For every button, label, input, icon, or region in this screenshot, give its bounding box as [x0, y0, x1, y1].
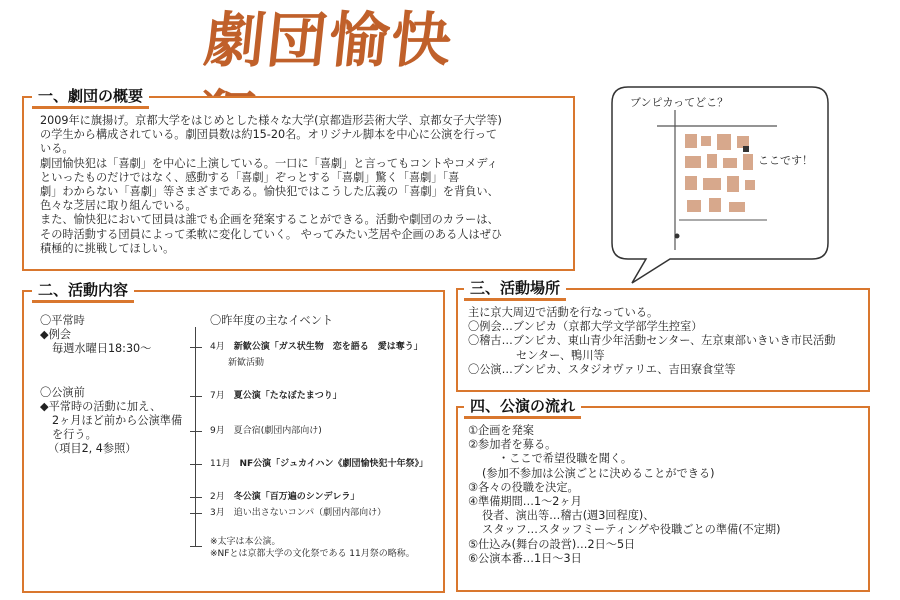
event-title: 新歓公演「ガス状生物 恋を語る 愛は奪う」	[233, 342, 423, 352]
events-title: 〇昨年度の主なイベント	[210, 314, 334, 327]
event-title: 追い出さないコンパ（劇団内部向け）	[233, 508, 387, 518]
flow-line: スタッフ…スタッフミーティングや役職ごとの準備(不定期)	[482, 523, 781, 537]
event-note: ※NFとは京都大学の文化祭である 11月祭の略称。	[210, 549, 415, 559]
overview-text	[40, 114, 562, 256]
event-title: 夏合宿(劇団内部向け)	[233, 426, 322, 436]
places-line: 〇稽古…ブンピカ、東山青少年活動センター、左京東部いきいき市民活動	[468, 334, 836, 348]
event-item	[210, 492, 359, 503]
overview-line: 色々な芝居に取り組んでいる。	[40, 199, 197, 213]
regular-time: 毎週水曜日18:30〜	[52, 342, 152, 355]
overview-line: 劇」わからない「喜劇」等さまざまである。愉快犯ではこうした広義の「喜劇」を背負い、	[40, 185, 499, 199]
flow-line: ①企画を発案	[468, 424, 534, 437]
overview-line: の学生から構成されている。劇団員数は約15-20名。オリジナル脚本を中心に公演を行って	[40, 128, 498, 142]
places-heading: 三、活動場所	[464, 278, 566, 301]
event-title: NF公演「ジュカイハン《劇団愉快犯十年祭》」	[239, 459, 429, 469]
bubble-question: ブンピカってどこ？	[630, 96, 729, 109]
event-title: 冬公演「百万遍のシンデレラ」	[233, 492, 360, 502]
regular-label: ◆例会	[40, 328, 71, 341]
timeline-tick	[190, 431, 202, 432]
flow-line: ⑥公演本番…1日〜3日	[468, 551, 582, 565]
flow-heading: 四、公演の流れ	[464, 396, 581, 419]
event-note: ※太字は本公演。	[210, 537, 281, 547]
flow-line: ③各々の役職を決定。	[468, 480, 579, 494]
here-label: ここです！	[758, 154, 813, 167]
places-line: 主に京大周辺で活動を行なっている。	[468, 306, 659, 319]
overview-line: といったものだけではなく、感動する「喜劇」ぞっとする「喜劇」驚く「喜劇」「喜	[40, 170, 460, 184]
overview-line: 2009年に旗揚げ。京都大学をはじめとした様々な大学(京都造形芸術大学、京都女子大学等)	[40, 114, 502, 127]
timeline-tick	[190, 546, 202, 547]
event-sub: 新歓活動	[228, 358, 265, 368]
flow-line: ⑤仕込み(舞台の設営)…2日〜5日	[468, 537, 636, 551]
pre-label: 〇公演前	[40, 386, 85, 399]
places-line: 〇公演…ブンピカ、スタジオヴァリエ、吉田寮食堂等	[468, 362, 736, 376]
overview-line: また、愉快犯において団員は誰でも企画を発案することができる。活動や劇団のカラーは、	[40, 213, 499, 227]
event-month: 3月	[210, 508, 225, 518]
activities-heading: 二、活動内容	[32, 280, 134, 303]
event-item	[210, 426, 322, 437]
event-item	[210, 391, 342, 402]
event-item	[210, 508, 386, 519]
normal-label: 〇平常時	[40, 314, 85, 327]
timeline-tick	[190, 396, 202, 397]
places-line: センター、鴨川等	[516, 348, 605, 362]
event-month: 11月	[210, 459, 231, 469]
troupe-title: 劇団愉快犯	[201, 6, 457, 76]
event-item	[210, 342, 423, 353]
places-line: 〇例会…ブンピカ（京都大学文学部学生控室）	[468, 320, 703, 334]
overview-line: 劇団愉快犯は「喜劇」を中心に上演している。一口に「喜劇」と言ってもコントやコメディ	[40, 156, 498, 170]
pre-line: 2ヶ月ほど前から公演準備	[52, 414, 183, 427]
event-title: 夏公演「たなぼたまつり」	[233, 391, 342, 401]
flow-text	[468, 424, 866, 566]
flow-line: ・ここで希望役職を聞く。	[498, 452, 633, 466]
pre-line: （項目2, 4参照）	[48, 442, 137, 455]
event-item	[210, 459, 428, 470]
flow-line: 役者、演出等…稽古(週3回程度)、	[482, 509, 655, 523]
pre-line: を行う。	[52, 428, 97, 441]
event-month: 9月	[210, 426, 225, 436]
overview-line: その時活動する団員によって柔軟に変化していく。 やってみたい芝居や企画のある人はぜひ	[40, 227, 503, 241]
overview-heading: 一、劇団の概要	[32, 86, 149, 109]
timeline-line	[195, 327, 196, 547]
timeline-tick	[190, 464, 202, 465]
flow-line: ④準備期間…1〜2ヶ月	[468, 495, 582, 509]
event-month: 2月	[210, 492, 225, 502]
timeline-tick	[190, 513, 202, 514]
timeline-tick	[190, 347, 202, 348]
event-month: 7月	[210, 391, 225, 401]
overview-line: いる。	[40, 142, 74, 156]
flow-line: ②参加者を募る。	[468, 438, 557, 452]
campus-map	[657, 110, 777, 250]
overview-line: 積極的に挑戦してほしい。	[40, 241, 175, 255]
event-month: 4月	[210, 342, 225, 352]
pre-line: ◆平常時の活動に加え、	[40, 400, 162, 413]
places-text	[468, 306, 866, 377]
timeline-tick	[190, 497, 202, 498]
flow-line: (参加不参加は公演ごとに決めることができる)	[482, 466, 715, 480]
